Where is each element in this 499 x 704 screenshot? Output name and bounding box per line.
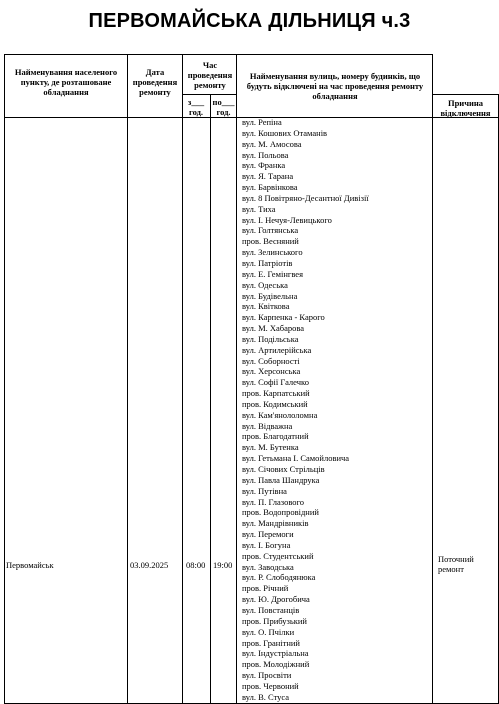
header-streets: Найменування вулиць, номеру будинків, що будуть відключені на час проведення ремонту обладнання bbox=[246, 71, 424, 101]
street-item: вул. Тиха bbox=[242, 203, 276, 214]
street-item: вул. Перемоги bbox=[242, 529, 294, 540]
street-item: вул. П. Глазового bbox=[242, 496, 305, 507]
street-item: вул. М. Бутенка bbox=[242, 442, 299, 453]
table-top-border bbox=[4, 54, 432, 55]
street-item: пров. Річний bbox=[242, 583, 289, 594]
col-divider-time-to bbox=[210, 94, 211, 704]
time-subheader-divider bbox=[182, 94, 236, 95]
street-item: вул. Повстанців bbox=[242, 604, 300, 615]
col-divider-date bbox=[127, 54, 128, 704]
street-item: пров. Карпатський bbox=[242, 388, 310, 399]
street-item: вул. Херсонська bbox=[242, 366, 301, 377]
street-item: вул. О. Пчілки bbox=[242, 626, 295, 637]
street-item: пров. Молодіжний bbox=[242, 659, 310, 670]
street-item: вул. Барвінкова bbox=[242, 182, 298, 193]
header-date: Дата проведення ремонту bbox=[132, 67, 178, 97]
street-item: пров. Студентський bbox=[242, 550, 314, 561]
street-item: вул. Артилерійська bbox=[242, 344, 312, 355]
street-item: вул. Індустріальна bbox=[242, 648, 309, 659]
street-item: вул. Заводська bbox=[242, 561, 294, 572]
street-item: пров. Червоний bbox=[242, 680, 299, 691]
street-item: вул. Кошових Отаманів bbox=[242, 127, 328, 138]
street-item: пров. Весняний bbox=[242, 236, 299, 247]
street-item: пров. Водопровідний bbox=[242, 507, 319, 518]
header-time-to: по___ год. bbox=[212, 97, 235, 117]
street-item: вул. Відважна bbox=[242, 420, 293, 431]
street-item: вул. Франка bbox=[242, 160, 286, 171]
street-item: вул. М. Амосова bbox=[242, 138, 302, 149]
street-item: вул. Софії Галечко bbox=[242, 377, 309, 388]
header-time: Час проведення ремонту bbox=[187, 60, 233, 90]
cell-time-to: 19:00 bbox=[213, 560, 233, 570]
street-item: вул. Павла Шандрука bbox=[242, 474, 320, 485]
street-item: пров. Прибузький bbox=[242, 615, 307, 626]
street-item: пров. Благодатний bbox=[242, 431, 309, 442]
street-item: вул. Мандрівників bbox=[242, 518, 309, 529]
street-item: вул. Соборності bbox=[242, 355, 300, 366]
street-item: вул. Путівна bbox=[242, 485, 287, 496]
header-time-from: з___ год. bbox=[187, 97, 205, 117]
street-item: вул. Зелинського bbox=[242, 247, 303, 258]
street-item: вул. Р. Слободянюка bbox=[242, 572, 316, 583]
streets-list bbox=[242, 117, 369, 703]
street-item: вул. Репіна bbox=[242, 117, 282, 127]
street-item: вул. І. Богуна bbox=[242, 539, 291, 550]
street-item: вул. Польова bbox=[242, 149, 289, 160]
col-divider-streets bbox=[236, 54, 237, 704]
reason-header-top-border bbox=[432, 94, 498, 95]
street-item: вул. Карпенка - Карого bbox=[242, 312, 325, 323]
col-divider-reason bbox=[432, 54, 433, 704]
street-item: вул. Будівельна bbox=[242, 290, 298, 301]
page-title: ПЕРВОМАЙСЬКА ДІЛЬНИЦЯ ч.3 bbox=[88, 10, 411, 32]
header-reason: Причина відключення bbox=[440, 98, 491, 118]
street-item: вул. Ю. Дрогобича bbox=[242, 594, 310, 605]
street-item: вул. Кам'янололомна bbox=[242, 409, 318, 420]
street-item: пров. Кодимський bbox=[242, 398, 308, 409]
street-item: вул. Я. Тарана bbox=[242, 171, 294, 182]
cell-time-from: 08:00 bbox=[186, 560, 206, 570]
col-divider-time bbox=[182, 54, 183, 704]
cell-date: 03.09.2025 bbox=[130, 560, 169, 570]
street-item: вул. Просвіти bbox=[242, 670, 292, 681]
cell-reason: Поточний ремонт bbox=[438, 554, 474, 574]
street-item: вул. 8 Повітряно-Десантної Дивізії bbox=[242, 192, 369, 203]
street-item: вул. Одеська bbox=[242, 279, 288, 290]
street-item: вул. Голтянська bbox=[242, 225, 299, 236]
street-item: вул. В. Стуса bbox=[242, 691, 290, 702]
cell-locality: Первомайськ bbox=[6, 560, 54, 570]
street-item: вул. Патріотів bbox=[242, 257, 293, 268]
table-left-border bbox=[4, 54, 5, 704]
street-item: вул. Січових Стрільців bbox=[242, 464, 325, 474]
street-item: пров. Гранітний bbox=[242, 637, 300, 648]
street-item: вул. Е. Гемінгвея bbox=[242, 268, 303, 279]
header-locality: Найменування населеного пункту, де розташоване обладнання bbox=[14, 67, 118, 97]
street-item: вул. Гетьмана І. Самойловича bbox=[242, 453, 350, 464]
street-item: вул. М. Хабарова bbox=[242, 323, 305, 334]
street-item: вул. Подільська bbox=[242, 333, 299, 344]
street-item: вул. Квіткова bbox=[242, 301, 290, 312]
street-item: вул. І. Нечуя-Левицького bbox=[242, 214, 332, 225]
